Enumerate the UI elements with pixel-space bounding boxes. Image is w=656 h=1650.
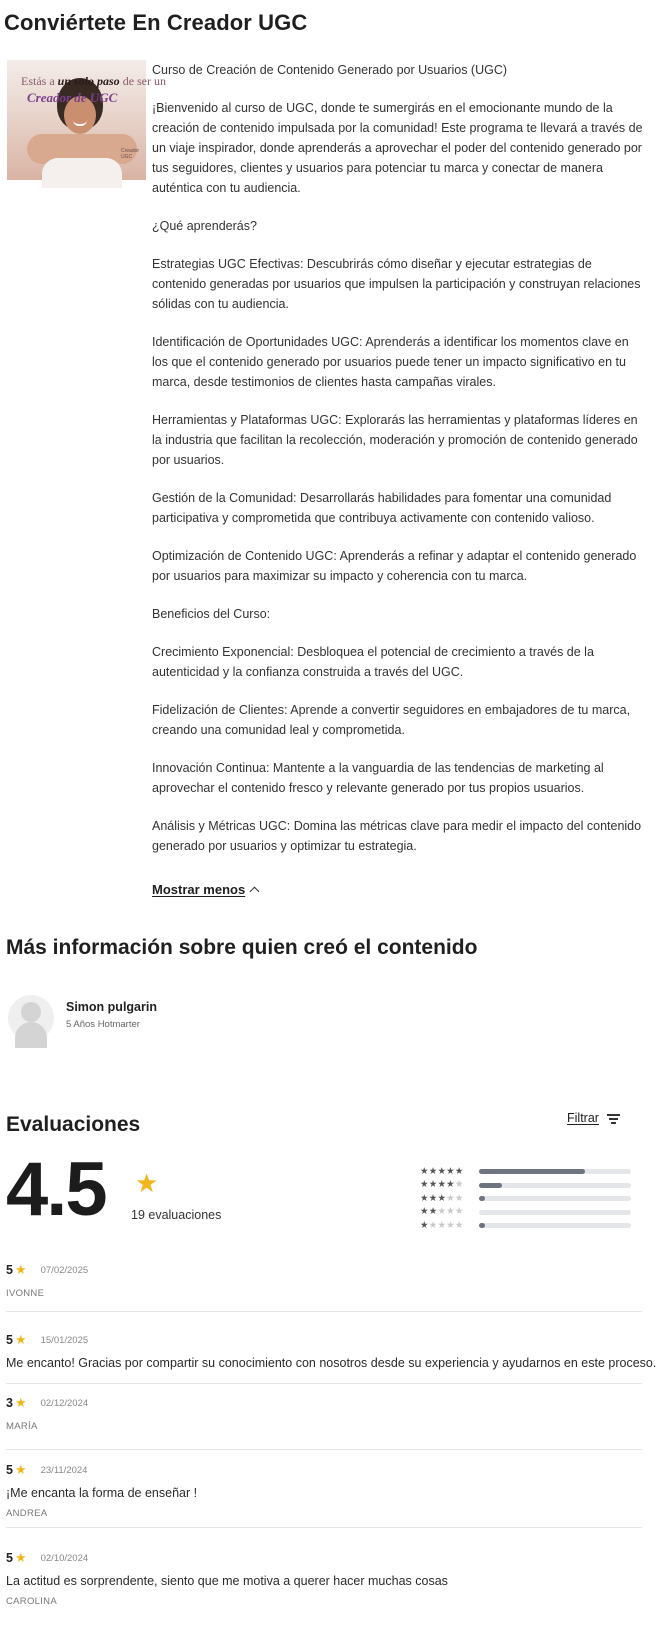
description-paragraph: Gestión de la Comunidad: Desarrollarás habilidades para fomentar una comunidad participativa y comprometida que contribuya activamente con contenido valioso. (152, 491, 612, 525)
mini-stars-icon: ★★★★★ (420, 1179, 464, 1191)
review-text: ¡Me encanta la forma de enseñar ! (6, 1486, 198, 1500)
distribution-bar-fill (479, 1169, 585, 1174)
distribution-row[interactable] (420, 1192, 645, 1206)
distribution-bar-fill (479, 1183, 502, 1188)
distribution-row[interactable] (420, 1206, 645, 1220)
creator-card[interactable] (8, 995, 157, 1041)
course-thumbnail (7, 60, 167, 180)
distribution-bar (479, 1196, 631, 1201)
creator-subtitle: 5 Años Hotmarter (66, 1019, 140, 1030)
show-less-label: Mostrar menos (152, 882, 246, 897)
review-date: 02/10/2024 (40, 1552, 89, 1564)
description-paragraph: Beneficios del Curso: (152, 607, 271, 621)
star-icon: ★ (14, 1462, 27, 1477)
filter-icon (607, 1113, 620, 1123)
distribution-row[interactable] (420, 1219, 645, 1233)
review-date: 07/02/2025 (40, 1264, 89, 1276)
distribution-row[interactable] (420, 1179, 645, 1193)
review-date: 15/01/2025 (40, 1334, 89, 1346)
review-score: 5 (6, 1551, 13, 1565)
description-paragraph: Optimización de Contenido UGC: Aprenderás a refinar y adaptar el contenido generado por usuarios para maximizar su impacto y coherencia con tu marca. (152, 549, 637, 583)
distribution-bar (479, 1210, 631, 1215)
avatar-body-icon (15, 1022, 47, 1048)
thumbnail-tagline: Estás a un solo paso de ser un (21, 74, 167, 88)
thumbnail-heading: Creador de UGC (27, 90, 118, 105)
thumbnail-person-shirt (42, 158, 122, 188)
description-paragraph: Crecimiento Exponencial: Desbloquea el potencial de crecimiento a través de la autenticidad y la confianza construida a través del UGC. (152, 645, 594, 679)
description-paragraph: Innovación Continua: Mantente a la vanguardia de las tendencias de marketing al aprovechar el contenido fresco y relevante generado por tus propios usuarios. (152, 761, 604, 795)
filter-button[interactable] (567, 1111, 620, 1125)
course-description (152, 60, 647, 874)
reviews-section-title: Evaluaciones (6, 1113, 141, 1136)
distribution-bar-fill (479, 1196, 485, 1201)
description-paragraph: ¡Bienvenido al curso de UGC, donde te sumergirás en el emocionante mundo de la creación de contenido impulsada por la comunidad! Este programa te llevará a través de un viaje inspirador, donde aprenderás a aprovechar el poder del contenido generado por tus seguidores, clientes y usuarios para potenciar tu marca y conectar de manera auténtica con tu audiencia. (152, 101, 643, 195)
review-count: 19 evaluaciones (131, 1208, 222, 1222)
distribution-bar (479, 1183, 631, 1188)
description-paragraph: Herramientas y Plataformas UGC: Explorarás las herramientas y plataformas líderes en la industria que facilitan la recolección, moderación y promoción de contenido generado por usuarios. (152, 413, 638, 467)
average-rating: 4.5 (6, 1147, 106, 1232)
review-author: CAROLINA (6, 1596, 57, 1607)
distribution-row[interactable] (420, 1165, 645, 1179)
avatar-head-icon (21, 1002, 41, 1022)
description-paragraph: Identificación de Oportunidades UGC: Aprenderás a identificar los momentos clave en los que el contenido generado por usuarios puede tener un impacto significativo en tu marca, desde testimonios de clientes hasta campañas virales. (152, 335, 629, 389)
mini-stars-icon: ★★★★★ (420, 1219, 464, 1231)
review-score: 3 (6, 1396, 13, 1410)
show-less-button[interactable] (152, 882, 258, 897)
review-author: ANDREA (6, 1508, 48, 1519)
description-paragraph: Estrategias UGC Efectivas: Descubrirás cómo diseñar y ejecutar estrategias de contenido generadas por usuarios que impulsen la participación y construyan relaciones sólidas con tu audiencia. (152, 257, 641, 311)
mini-stars-icon: ★★★★★ (420, 1206, 464, 1218)
star-icon: ★ (14, 1550, 27, 1565)
star-icon: ★ (14, 1395, 27, 1410)
review-text: La actitud es sorprendente, siento que me motiva a querer hacer muchas cosas (6, 1574, 448, 1588)
course-title: Conviértete En Creador UGC (4, 10, 308, 35)
distribution-bar (479, 1223, 631, 1228)
avatar (8, 995, 54, 1041)
star-icon: ★ (135, 1168, 159, 1198)
review-item (6, 1462, 642, 1528)
review-score: 5 (6, 1463, 13, 1477)
description-paragraph: Curso de Creación de Contenido Generado por Usuarios (UGC) (152, 63, 508, 77)
review-author: MARÍA (6, 1421, 38, 1432)
mini-stars-icon: ★★★★★ (420, 1192, 464, 1204)
mini-stars-icon: ★★★★★ (420, 1165, 464, 1177)
chevron-up-icon (250, 887, 260, 897)
filter-label: Filtrar (567, 1111, 599, 1125)
description-paragraph: Fidelización de Clientes: Aprende a convertir seguidores en embajadores de tu marca, creando una comunidad leal y comprometida. (152, 703, 631, 737)
review-item (6, 1395, 642, 1450)
description-paragraph: Análisis y Métricas UGC: Domina las métricas clave para medir el impacto del contenido generado por usuarios y optimizar tu estrategia. (152, 819, 642, 853)
review-score: 5 (6, 1263, 13, 1277)
review-item (6, 1332, 656, 1384)
distribution-bar-fill (479, 1223, 485, 1228)
review-item (6, 1550, 642, 1612)
creator-section-title: Más información sobre quien creó el contenido (6, 936, 478, 959)
thumbnail-stamp: Creador UGC (121, 148, 140, 160)
review-date: 02/12/2024 (40, 1397, 89, 1409)
creator-name: Simon pulgarin (66, 1000, 157, 1014)
review-date: 23/11/2024 (40, 1464, 88, 1476)
star-icon: ★ (14, 1332, 27, 1347)
star-icon: ★ (14, 1262, 27, 1277)
review-item (6, 1262, 642, 1312)
description-paragraph: ¿Qué aprenderás? (152, 219, 257, 233)
rating-distribution (420, 1165, 645, 1233)
review-text: Me encanto! Gracias por compartir su conocimiento con nosotros desde su experiencia y ayudarnos en este proceso. (6, 1356, 656, 1370)
review-author: IVONNE (6, 1288, 45, 1299)
distribution-bar (479, 1169, 631, 1174)
review-score: 5 (6, 1333, 13, 1347)
